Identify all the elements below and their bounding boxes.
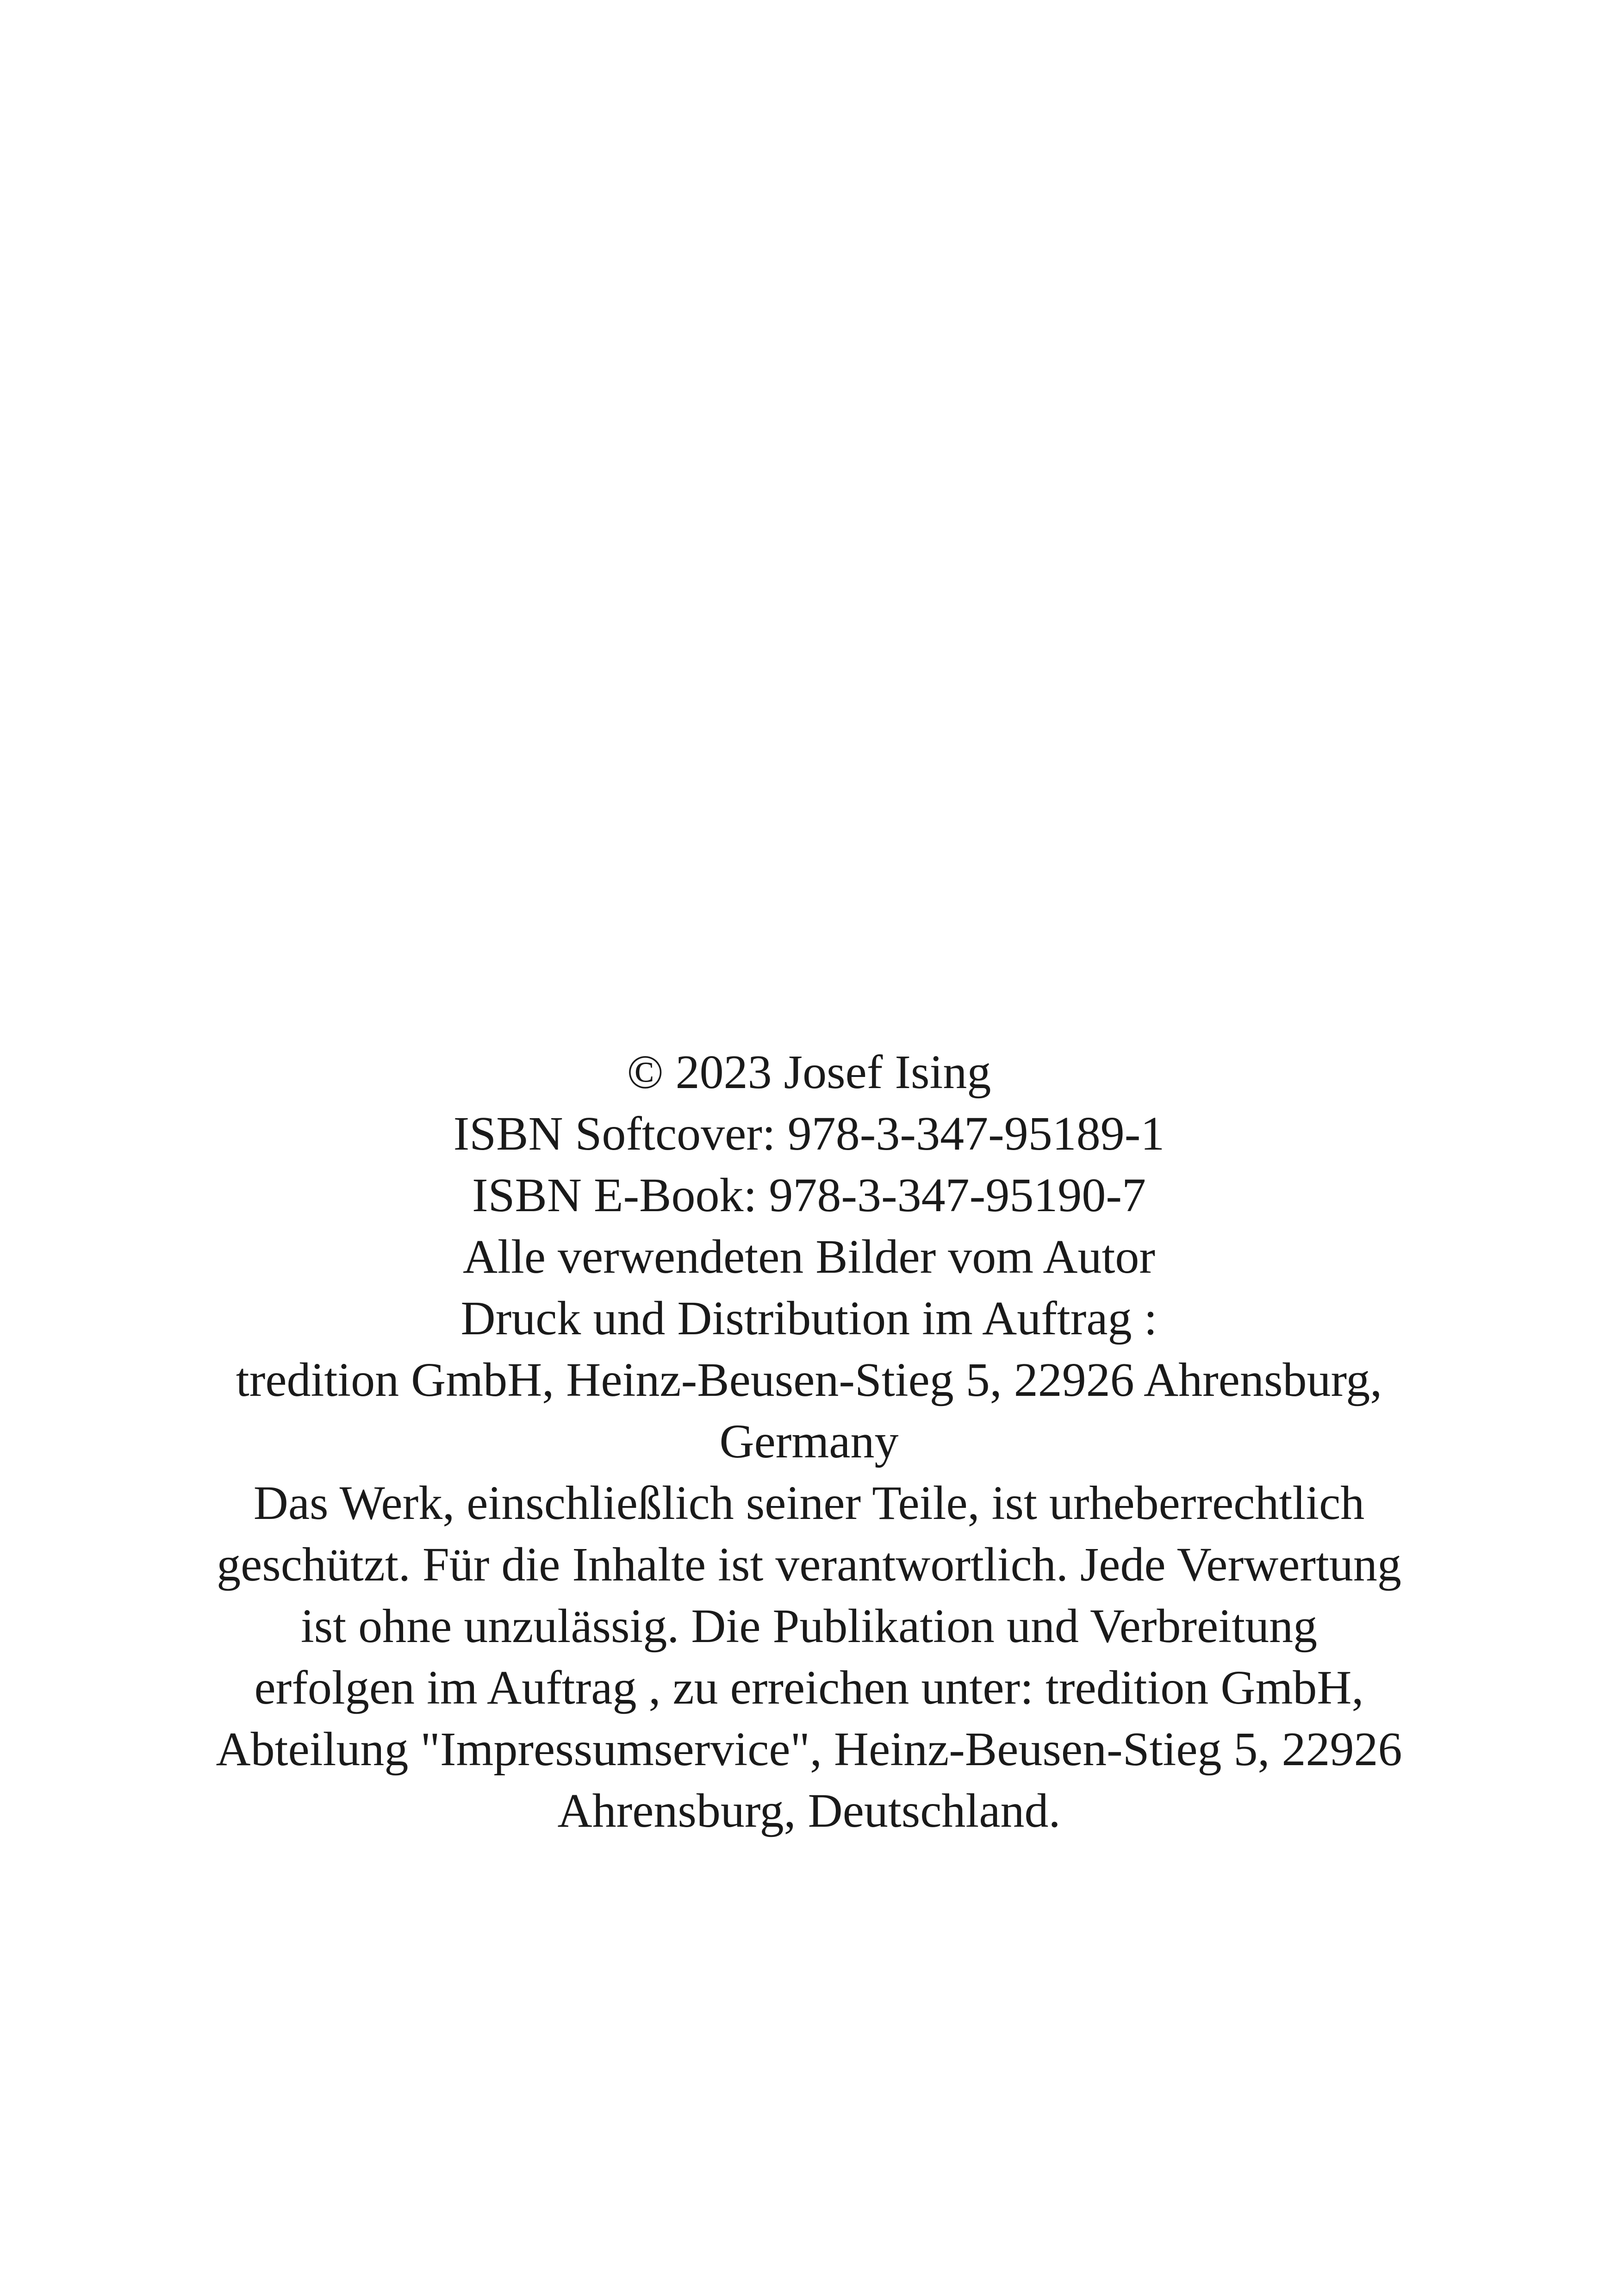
legal-notice-line: Ahrensburg, Deutschland. — [557, 1784, 1061, 1837]
isbn-ebook-line: ISBN E-Book: 978-3-347-95190-7 — [472, 1169, 1146, 1222]
imprint-block — [0, 1041, 1618, 1842]
publisher-address-line: tredition GmbH, Heinz-Beusen-Stieg 5, 22926 Ahrensburg, — [236, 1353, 1382, 1406]
legal-notice-line: Das Werk, einschließlich seiner Teile, ist urheberrechtlich — [253, 1476, 1365, 1530]
isbn-softcover-line: ISBN Softcover: 978-3-347-95189-1 — [453, 1107, 1165, 1160]
copyright-line: © 2023 Josef Ising — [627, 1045, 991, 1099]
legal-notice-line: Abteilung "Impressumservice", Heinz-Beusen-Stieg 5, 22926 — [216, 1723, 1402, 1776]
image-credit-line: Alle verwendeten Bilder vom Autor — [462, 1230, 1156, 1283]
legal-notice-line: erfolgen im Auftrag , zu erreichen unter: tredition GmbH, — [254, 1661, 1364, 1714]
legal-notice-line: geschützt. Für die Inhalte ist verantwortlich. Jede Verwertung — [217, 1538, 1401, 1591]
publisher-country-line: Germany — [719, 1415, 899, 1468]
print-distribution-line: Druck und Distribution im Auftrag : — [461, 1292, 1157, 1345]
legal-notice-line: ist ohne unzulässig. Die Publikation und Verbreitung — [300, 1599, 1318, 1653]
